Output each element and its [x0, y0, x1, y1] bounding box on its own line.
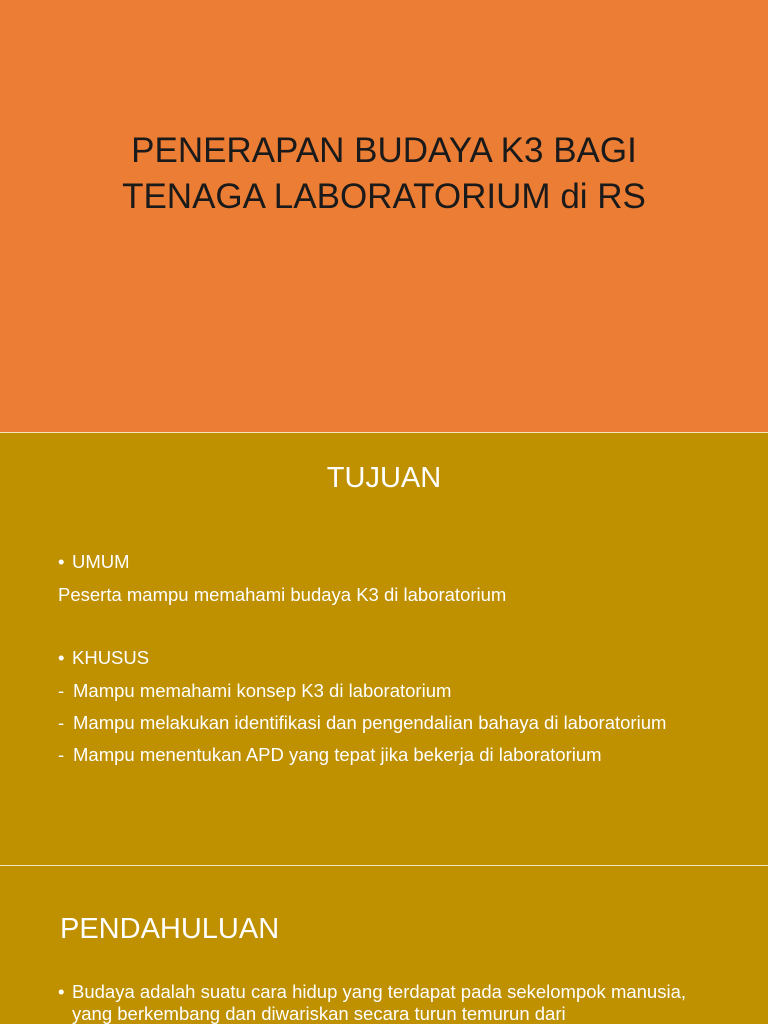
khusus-item-text: Mampu melakukan identifikasi dan pengendalian bahaya di laboratorium [73, 712, 667, 733]
khusus-item [58, 679, 728, 703]
khusus-label: KHUSUS [72, 647, 150, 668]
bullet-mark: • [58, 981, 65, 1002]
title-slide [0, 0, 768, 432]
dash-mark: - [58, 744, 65, 765]
tujuan-heading: TUJUAN [326, 462, 442, 494]
khusus-item-text: Mampu memahami konsep K3 di laboratorium [73, 680, 452, 701]
tujuan-body [58, 550, 728, 775]
slide-title-line-2: TENAGA LABORATORIUM di RS [122, 177, 646, 216]
umum-bullet [58, 550, 728, 574]
dash-mark: - [58, 712, 65, 733]
khusus-item [58, 743, 728, 767]
pendahuluan-bullet-text: Budaya adalah suatu cara hidup yang terdapat pada sekelompok manusia, yang berkembang dan diwariskan secara turun temurun dari [72, 981, 687, 1024]
pendahuluan-slide [0, 866, 768, 1024]
pendahuluan-heading: PENDAHULUAN [60, 913, 280, 945]
khusus-bullet [58, 646, 728, 670]
slide-title [60, 128, 708, 220]
khusus-item-text: Mampu menentukan APD yang tepat jika bekerja di laboratorium [73, 744, 602, 765]
khusus-list [58, 679, 728, 767]
tujuan-slide [0, 433, 768, 865]
pendahuluan-bullet [58, 981, 728, 1025]
dash-mark: - [58, 680, 65, 701]
pendahuluan-body [58, 981, 728, 1025]
slide-title-line-1: PENERAPAN BUDAYA K3 BAGI [131, 131, 637, 170]
umum-text: Peserta mampu memahami budaya K3 di laboratorium [58, 584, 507, 605]
khusus-item [58, 711, 728, 735]
umum-label: UMUM [72, 551, 130, 572]
bullet-mark: • [58, 551, 65, 572]
bullet-mark: • [58, 647, 65, 668]
